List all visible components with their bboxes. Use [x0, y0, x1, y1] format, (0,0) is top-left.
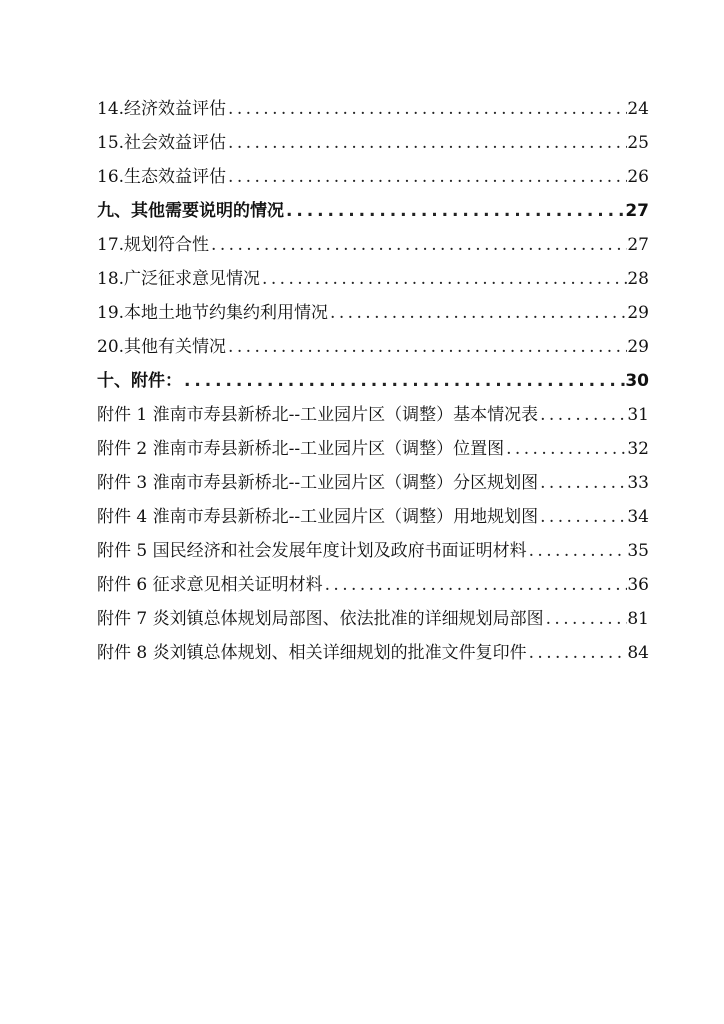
toc-entry-title: 18.广泛征求意见情况	[97, 269, 261, 289]
toc-entry-title: 15.社会效益评估	[97, 133, 227, 153]
dot-leader	[538, 398, 627, 432]
toc-entry-18[interactable]	[97, 262, 649, 296]
dot-leader	[538, 466, 627, 500]
toc-entry-title: 20.其他有关情况	[97, 337, 227, 357]
toc-attachment-2[interactable]	[97, 432, 649, 466]
toc-page-number: 32	[627, 439, 649, 459]
toc-page-number: 33	[627, 473, 649, 493]
dot-leader	[209, 228, 627, 262]
toc-section-10[interactable]	[97, 364, 649, 398]
dot-leader	[328, 296, 627, 330]
toc-entry-title: 附件 1 淮南市寿县新桥北--工业园片区（调整）基本情况表	[97, 405, 539, 425]
dot-leader	[226, 92, 627, 126]
toc-section-title: 九、其他需要说明的情况	[97, 201, 284, 221]
toc-attachment-3[interactable]	[97, 466, 649, 500]
toc-entry-title: 附件 5 国民经济和社会发展年度计划及政府书面证明材料	[97, 541, 527, 561]
toc-attachment-1[interactable]	[97, 398, 649, 432]
toc-entry-16[interactable]	[97, 160, 649, 194]
toc-entry-title: 附件 4 淮南市寿县新桥北--工业园片区（调整）用地规划图	[97, 507, 539, 527]
toc-entry-19[interactable]	[97, 296, 649, 330]
toc-page-number: 84	[627, 643, 649, 663]
toc-page-number: 30	[625, 371, 649, 391]
toc-entry-title: 附件 2 淮南市寿县新桥北--工业园片区（调整）位置图	[97, 439, 505, 459]
toc-page-number: 24	[627, 99, 649, 119]
toc-page-number: 25	[627, 133, 649, 153]
toc-page-number: 31	[627, 405, 649, 425]
dot-leader	[323, 568, 628, 602]
toc-page-number: 26	[627, 167, 649, 187]
dot-leader	[544, 602, 628, 636]
dot-leader	[538, 500, 627, 534]
toc-entry-title: 19.本地土地节约集约利用情况	[97, 303, 329, 323]
dot-leader	[182, 364, 625, 398]
table-of-contents	[97, 92, 649, 670]
toc-entry-title: 16.生态效益评估	[97, 167, 227, 187]
toc-entry-title: 附件 3 淮南市寿县新桥北--工业园片区（调整）分区规划图	[97, 473, 539, 493]
toc-attachment-4[interactable]	[97, 500, 649, 534]
toc-page-number: 36	[627, 575, 649, 595]
toc-section-title: 十、附件：	[97, 371, 182, 391]
toc-entry-14[interactable]	[97, 92, 649, 126]
toc-page-number: 29	[627, 337, 649, 357]
toc-entry-17[interactable]	[97, 228, 649, 262]
toc-page-number: 28	[627, 269, 649, 289]
toc-attachment-7[interactable]	[97, 602, 649, 636]
toc-page-number: 27	[627, 235, 649, 255]
toc-entry-15[interactable]	[97, 126, 649, 160]
dot-leader	[504, 432, 627, 466]
toc-section-9[interactable]	[97, 194, 649, 228]
toc-attachment-8[interactable]	[97, 636, 649, 670]
dot-leader	[226, 330, 627, 364]
dot-leader	[260, 262, 627, 296]
toc-entry-title: 17.规划符合性	[97, 235, 210, 255]
toc-page-number: 29	[627, 303, 649, 323]
dot-leader	[226, 160, 627, 194]
toc-page-number: 81	[627, 609, 649, 629]
toc-page-number: 34	[627, 507, 649, 527]
dot-leader	[226, 126, 627, 160]
dot-leader	[527, 534, 628, 568]
toc-entry-title: 附件 6 征求意见相关证明材料	[97, 575, 323, 595]
dot-leader	[527, 636, 628, 670]
toc-entry-title: 附件 8 炎刘镇总体规划、相关详细规划的批准文件复印件	[97, 643, 527, 663]
toc-entry-title: 附件 7 炎刘镇总体规划局部图、依法批准的详细规划局部图	[97, 609, 544, 629]
toc-entry-title: 14.经济效益评估	[97, 99, 227, 119]
toc-page-number: 27	[625, 201, 649, 221]
toc-entry-20[interactable]	[97, 330, 649, 364]
toc-page-number: 35	[627, 541, 649, 561]
toc-attachment-6[interactable]	[97, 568, 649, 602]
toc-attachment-5[interactable]	[97, 534, 649, 568]
dot-leader	[284, 194, 625, 228]
